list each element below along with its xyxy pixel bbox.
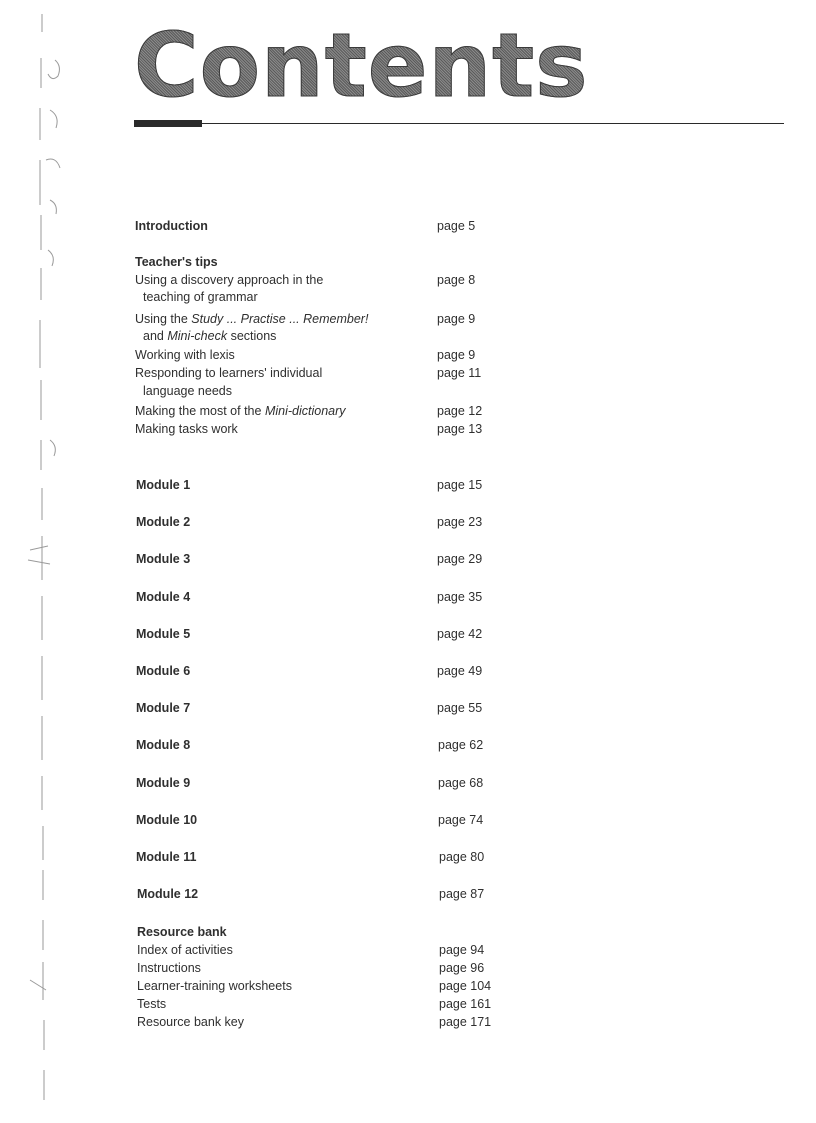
toc-text: and — [143, 329, 168, 343]
toc-text-italic: Mini-dictionary — [264, 404, 346, 418]
toc-entry-module-10[interactable]: Module 10 — [136, 813, 198, 827]
toc-entry-module-4[interactable]: Module 4 — [136, 590, 191, 604]
toc-text-italic: Mini-check — [167, 329, 228, 343]
toc-entry-instructions[interactable]: Instructions — [137, 961, 201, 975]
toc-page-tests: page 161 — [439, 997, 492, 1011]
toc-page-study-practise: page 9 — [437, 312, 476, 326]
toc-page-module-4: page 35 — [437, 590, 483, 604]
toc-text: sections — [227, 329, 277, 343]
toc-page-module-11: page 80 — [439, 850, 485, 864]
toc-entry-learners-needs-cont[interactable]: language needs — [143, 384, 232, 398]
toc-entry-study-practise[interactable] — [135, 311, 368, 327]
toc-page-mini-dictionary: page 12 — [437, 404, 483, 418]
toc-entry-study-practise-cont[interactable] — [135, 328, 276, 344]
toc-page-resource-bank-key: page 171 — [439, 1015, 492, 1029]
toc-entry-module-5[interactable]: Module 5 — [136, 627, 191, 641]
toc-page-module-8: page 62 — [438, 738, 484, 752]
toc-page-learner-training-worksheets: page 104 — [439, 979, 492, 993]
toc-page-module-1: page 15 — [437, 478, 483, 492]
toc-page-module-7: page 55 — [437, 701, 483, 715]
toc-page-introduction: page 5 — [437, 219, 476, 233]
toc-text: Making the most of the — [135, 404, 265, 418]
section-heading-teachers-tips: Teacher's tips — [135, 255, 218, 269]
toc-entry-module-1[interactable]: Module 1 — [136, 478, 191, 492]
toc-text-italic: Study ... Practise ... Remember! — [191, 312, 369, 326]
toc-entry-module-7[interactable]: Module 7 — [136, 701, 191, 715]
toc-entry-module-9[interactable]: Module 9 — [136, 776, 191, 790]
toc-page-module-10: page 74 — [438, 813, 484, 827]
toc-entry-mini-dictionary[interactable] — [135, 403, 346, 419]
toc-entry-module-6[interactable]: Module 6 — [136, 664, 191, 678]
toc-page-making-tasks-work: page 13 — [437, 422, 483, 436]
toc-page-working-with-lexis: page 9 — [437, 348, 476, 362]
toc-page-module-2: page 23 — [437, 515, 483, 529]
toc-entry-module-2[interactable]: Module 2 — [136, 515, 191, 529]
toc-page-module-9: page 68 — [438, 776, 484, 790]
toc-entry-discovery-approach[interactable]: Using a discovery approach in the — [135, 273, 324, 287]
toc-page-module-6: page 49 — [437, 664, 483, 678]
section-heading-resource-bank: Resource bank — [137, 925, 227, 939]
toc-entry-learners-needs[interactable]: Responding to learners' individual — [135, 366, 323, 380]
toc-entry-module-12[interactable]: Module 12 — [137, 887, 199, 901]
toc-page-instructions: page 96 — [439, 961, 485, 975]
toc-entry-module-3[interactable]: Module 3 — [136, 552, 191, 566]
toc-entry-index-of-activities[interactable]: Index of activities — [137, 943, 233, 957]
toc-page-module-3: page 29 — [437, 552, 483, 566]
toc-entry-resource-bank-key[interactable]: Resource bank key — [137, 1015, 245, 1029]
toc-entry-module-8[interactable]: Module 8 — [136, 738, 191, 752]
toc-entry-tests[interactable]: Tests — [137, 997, 167, 1011]
toc-page-discovery-approach: page 8 — [437, 273, 476, 287]
toc-page-module-5: page 42 — [437, 627, 483, 641]
toc-entry-introduction[interactable]: Introduction — [135, 219, 208, 233]
toc-entry-discovery-approach-cont[interactable]: teaching of grammar — [143, 290, 258, 304]
page-title: Contents — [134, 14, 589, 117]
toc-entry-making-tasks-work[interactable]: Making tasks work — [135, 422, 238, 436]
toc-text: Using the — [135, 312, 192, 326]
toc-page-module-12: page 87 — [439, 887, 485, 901]
toc-entry-module-11[interactable]: Module 11 — [136, 850, 197, 864]
toc-entry-learner-training-worksheets[interactable]: Learner-training worksheets — [137, 979, 292, 993]
toc-page-learners-needs: page 11 — [437, 366, 482, 380]
toc-entry-working-with-lexis[interactable]: Working with lexis — [135, 348, 235, 362]
toc-page-index-of-activities: page 94 — [439, 943, 485, 957]
